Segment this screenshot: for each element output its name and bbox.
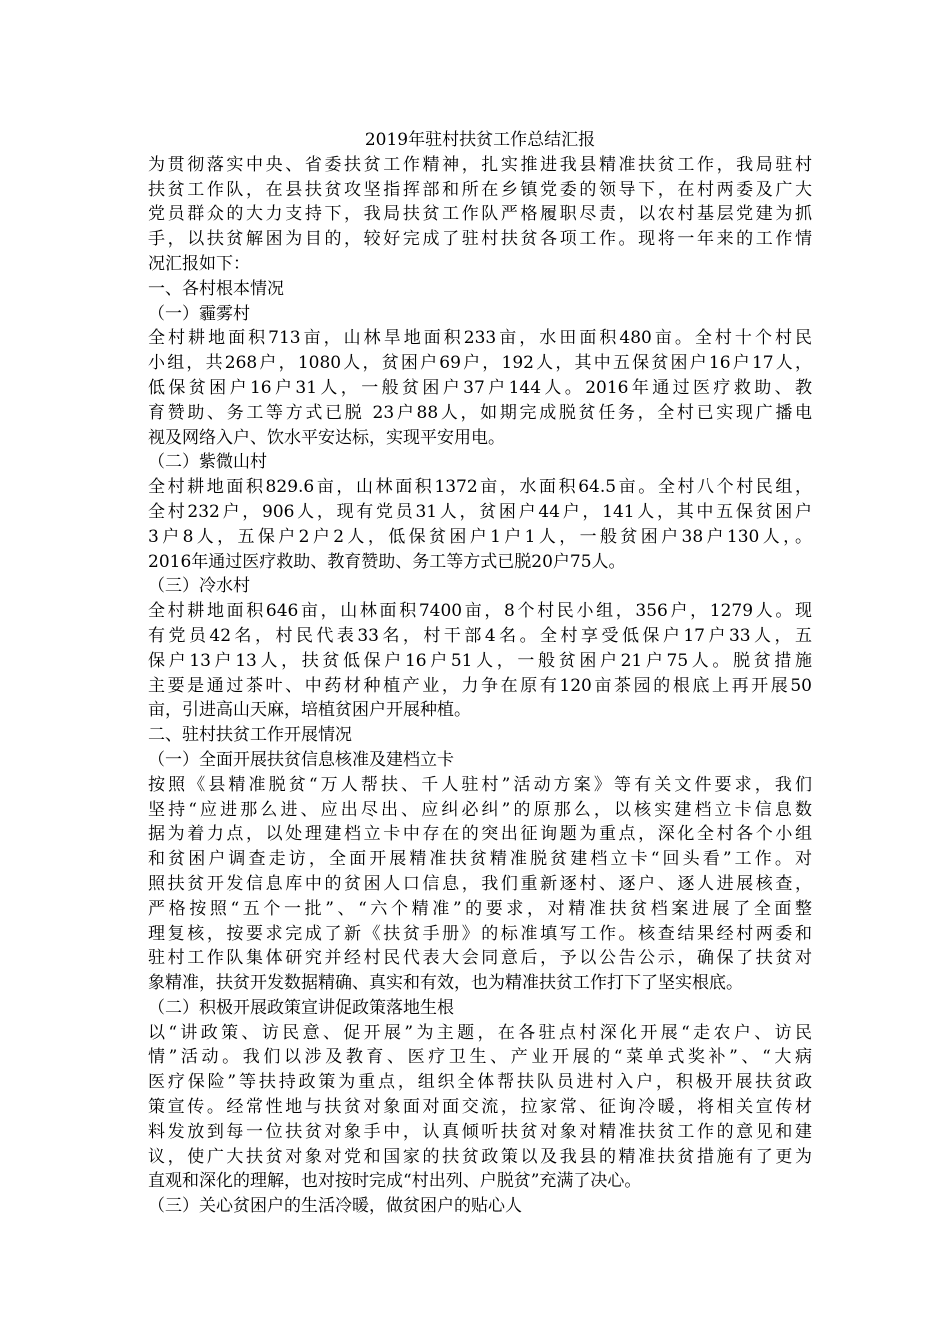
text-line: 况汇报如下： xyxy=(148,253,250,274)
text-line: 和贫困户调查走访，全面开展精准扶贫精准脱贫建档立卡“回头看”工作。对 xyxy=(148,849,812,870)
document-page xyxy=(148,128,812,1219)
text-line: 据为着力点，以处理建档立卡中存在的突出征询题为重点，深化全村各个小组 xyxy=(148,824,812,845)
subsection-heading: （三）冷水村 xyxy=(148,576,250,597)
text-line: 全村232户，906人，现有党员31人，贫困户44户，141人，其中五保贫困户 xyxy=(148,501,812,522)
subsection-heading: （一）霾雾村 xyxy=(148,303,250,324)
work1-paragraph xyxy=(148,773,812,996)
text-line: 坚持“应进那么进、应出尽出、应纠必纠”的原那么，以核实建档立卡信息数 xyxy=(148,799,812,820)
work2-paragraph xyxy=(148,1021,812,1195)
text-line: 驻村工作队集体研究并经村民代表大会同意后，予以公告公示，确保了扶贫对 xyxy=(148,948,812,969)
text-line: 3户8人，五保户2户2人，低保贫困户1户1人，一般贫困户38户130人，。 xyxy=(148,526,812,547)
text-line: 育赞助、务工等方式已脱 23户88人，如期完成脱贫任务，全村已实现广播电 xyxy=(148,402,812,423)
text-line: 策宣传。经常性地与扶贫对象面对面交流，拉家常、征询冷暖，将相关宣传材 xyxy=(148,1097,812,1118)
section-heading: 一、各村根本情况 xyxy=(148,278,284,299)
text-line: 主要是通过茶叶、中药材种植产业，力争在原有120亩茶园的根底上再开展50 xyxy=(148,675,812,696)
text-line: 全村耕地面积713亩，山林旱地面积233亩，水田面积480亩。全村十个村民 xyxy=(148,328,812,349)
village1-paragraph xyxy=(148,326,812,450)
intro-paragraph xyxy=(148,153,812,277)
text-line: 议，使广大扶贫对象对党和国家的扶贫政策以及我县的精准扶贫措施有了更为 xyxy=(148,1146,812,1167)
document-title: 2019年驻村扶贫工作总结汇报 xyxy=(364,130,596,150)
text-line: 全村耕地面积646亩，山林面积7400亩，8个村民小组，356户，1279人。现 xyxy=(148,601,812,622)
subsection-heading: （三）关心贫困户的生活冷暖，做贫困户的贴心人 xyxy=(148,1196,522,1217)
text-line: 全村耕地面积829.6亩，山林面积1372亩，水面积64.5亩。全村八个村民组， xyxy=(148,477,812,498)
subsection-heading: （一）全面开展扶贫信息核准及建档立卡 xyxy=(148,749,454,770)
text-line: 党员群众的大力支持下，我局扶贫工作队严格履职尽责，以农村基层党建为抓 xyxy=(148,204,812,225)
text-line: 以“讲政策、访民意、促开展”为主题，在各驻点村深化开展“走农户、访民 xyxy=(148,1022,812,1043)
text-line: 象精准，扶贫开发数据精确、真实和有效，也为精准扶贫工作打下了坚实根底。 xyxy=(148,973,743,994)
text-line: 为贯彻落实中央、省委扶贫工作精神，扎实推进我县精准扶贫工作，我局驻村 xyxy=(148,154,812,175)
text-line: 小组，共268户，1080人，贫困户69户，192人，其中五保贫困户16户17人， xyxy=(148,353,812,374)
village2-paragraph xyxy=(148,475,812,574)
text-line: 2016年通过医疗救助、教育赞助、务工等方式已脱20户75人。 xyxy=(148,551,626,572)
text-line: 料发放到每一位扶贫对象手中，认真倾听扶贫对象对精准扶贫工作的意见和建 xyxy=(148,1121,812,1142)
text-line: 保户13户13人，扶贫低保户16户51人，一般贫困户21户75人。脱贫措施 xyxy=(148,650,812,671)
text-line: 视及网络入户、饮水平安达标，实现平安用电。 xyxy=(148,427,505,448)
text-line: 低保贫困户16户31人，一般贫困户37户144人。2016年通过医疗救助、教 xyxy=(148,377,812,398)
subsection-heading: （二）紫微山村 xyxy=(148,452,267,473)
text-line: 医疗保险”等扶持政策为重点，组织全体帮扶队员进村入户，积极开展扶贫政 xyxy=(148,1072,812,1093)
subsection-heading: （二）积极开展政策宣讲促政策落地生根 xyxy=(148,997,454,1018)
text-line: 亩，引进高山天麻，培植贫困户开展种植。 xyxy=(148,700,471,721)
text-line: 严格按照“五个一批”、“六个精准”的要求，对精准扶贫档案进展了全面整 xyxy=(148,898,812,919)
text-line: 有党员42名，村民代表33名，村干部4名。全村享受低保户17户33人，五 xyxy=(148,625,812,646)
text-line: 扶贫工作队，在县扶贫攻坚指挥部和所在乡镇党委的领导下，在村两委及广大 xyxy=(148,179,812,200)
text-line: 情”活动。我们以涉及教育、医疗卫生、产业开展的“菜单式奖补”、“大病 xyxy=(148,1047,812,1068)
text-line: 按照《县精准脱贫“万人帮扶、千人驻村”活动方案》等有关文件要求，我们 xyxy=(148,774,812,795)
text-line: 直观和深化的理解，也对按时完成“村出列、户脱贫”充满了决心。 xyxy=(148,1171,642,1192)
text-line: 手，以扶贫解困为目的，较好完成了驻村扶贫各项工作。现将一年来的工作情 xyxy=(148,229,812,250)
village3-paragraph xyxy=(148,599,812,723)
text-line: 理复核，按要求完成了新《扶贫手册》的标准填写工作。核查结果经村两委和 xyxy=(148,923,812,944)
section-heading: 二、驻村扶贫工作开展情况 xyxy=(148,725,352,746)
text-line: 照扶贫开发信息库中的贫困人口信息，我们重新逐村、逐户、逐人进展核查， xyxy=(148,873,812,894)
